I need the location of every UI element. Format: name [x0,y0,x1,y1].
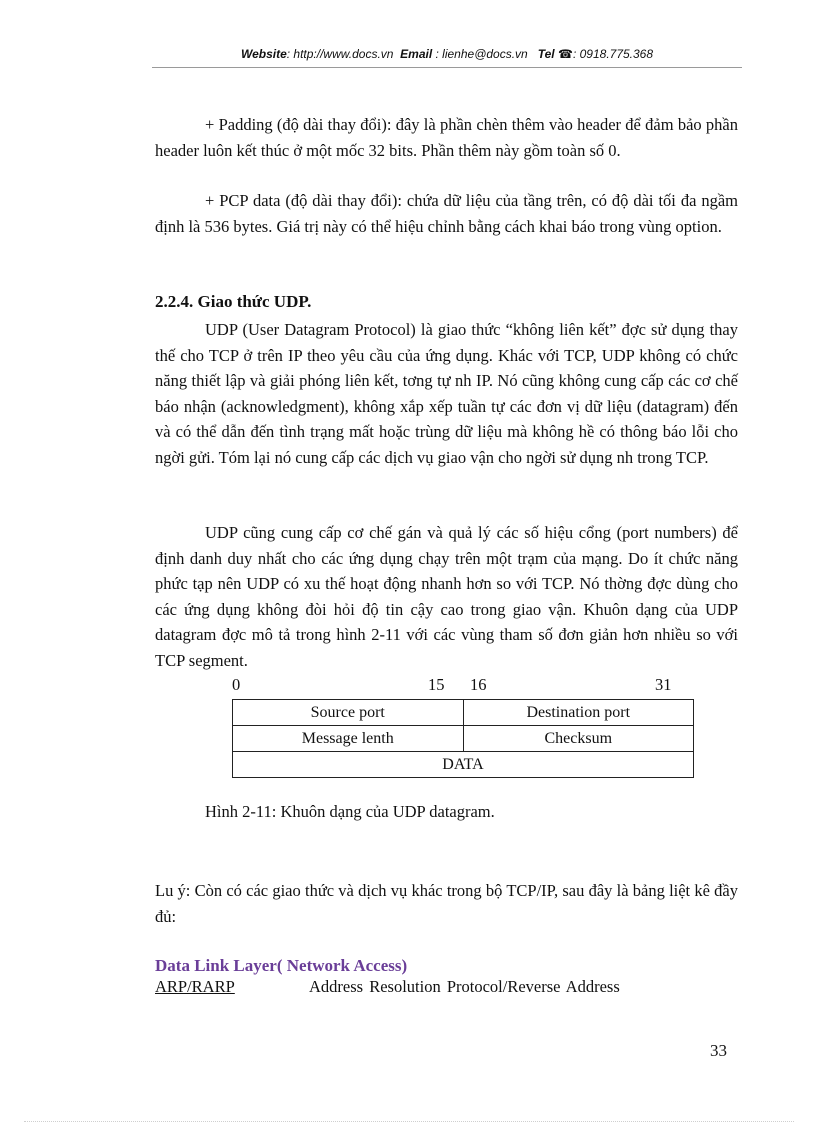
bit-label-16: 16 [470,675,487,694]
cell-checksum: Checksum [463,726,694,752]
bit-label-31: 31 [655,675,672,694]
cell-message-length: Message lenth [233,726,464,752]
figure-caption: Hình 2-11: Khuôn dạng của UDP datagram. [205,802,495,821]
tel-label: Tel [537,47,555,61]
email-value[interactable]: : lienhe@docs.vn [435,47,528,61]
tel-value: : 0918.775.368 [572,47,654,61]
paragraph-udp-ports: UDP cũng cung cấp cơ chế gán và quả lý các số hiệu cổng (port numbers) để định danh duy nhất cho các ứng dụng chạy trên một trạm của mạng. Do ít chức năng phức tạp nên UDP có xu thế hoạt động nhanh hơn so với TCP. Nó thờng đợc dùng cho các ứng dụng không đòi hỏi độ tin cậy cao trong giao vận. Khuôn dạng của UDP datagram đợc mô tả trong hình 2-11 với các vùng tham số đơn giản hơn nhiều so với TCP segment. [155,523,738,670]
website-value[interactable]: : http://www.docs.vn [286,47,394,61]
protocol-name: ARP/RARP [155,977,235,996]
website-label: Website [240,47,287,61]
paragraph-pcp-data: + PCP data (độ dài thay đổi): chứa dữ liệu của tầng trên, có độ dài tối đa ngầm định là 536 bytes. Giá trị này có thể hiệu chỉnh bằng cách khai báo trong vùng option. [155,191,738,236]
protocol-description: Address Resolution Protocol/Reverse Address [309,977,620,996]
paragraph-udp-intro: UDP (User Datagram Protocol) là giao thức “không liên kết” đợc sử dụng thay thế cho TCP ở trên IP theo yêu cầu của ứng dụng. Khác với TCP, UDP không có chức năng thiết lập và giải phóng liên kết, tơng tự nh IP. Nó cũng không cung cấp các cơ chế báo nhận (acknowledgment), không xắp xếp tuần tự các đơn vị dữ liệu (datagram) đến và có thể dẫn đến tình trạng mất hoặc trùng dữ liệu mà không hề có thông báo lỗi cho ngời gửi. Tóm lại nó cung cấp các dịch vụ giao vận cho ngời sử dụng nh trong TCP. [155,320,738,467]
bit-label-15: 15 [428,675,445,694]
page-header [152,47,742,61]
udp-datagram-table [232,699,694,778]
page-number: 33 [710,1041,727,1060]
table-row [233,726,694,752]
table-row [233,700,694,726]
bit-label-0: 0 [232,675,241,694]
cell-destination-port: Destination port [463,700,694,726]
phone-icon: ☎ [558,47,573,61]
footer-divider [24,1121,794,1122]
cell-data: DATA [233,752,694,778]
section-heading-udp: 2.2.4. Giao thức UDP. [155,292,312,311]
email-label: Email [400,47,433,61]
table-row [233,752,694,778]
paragraph-note: Lu ý: Còn có các giao thức và dịch vụ khác trong bộ TCP/IP, sau đây là bảng liệt kê đầy đủ: [155,881,738,926]
header-divider [152,67,742,68]
cell-source-port: Source port [233,700,464,726]
section-title-data-link-layer: Data Link Layer( Network Access) [155,956,408,975]
paragraph-padding: + Padding (độ dài thay đổi): đây là phần chèn thêm vào header để đảm bảo phần header luôn kết thúc ở một mốc 32 bits. Phần thêm này gồm toàn số 0. [155,115,738,160]
